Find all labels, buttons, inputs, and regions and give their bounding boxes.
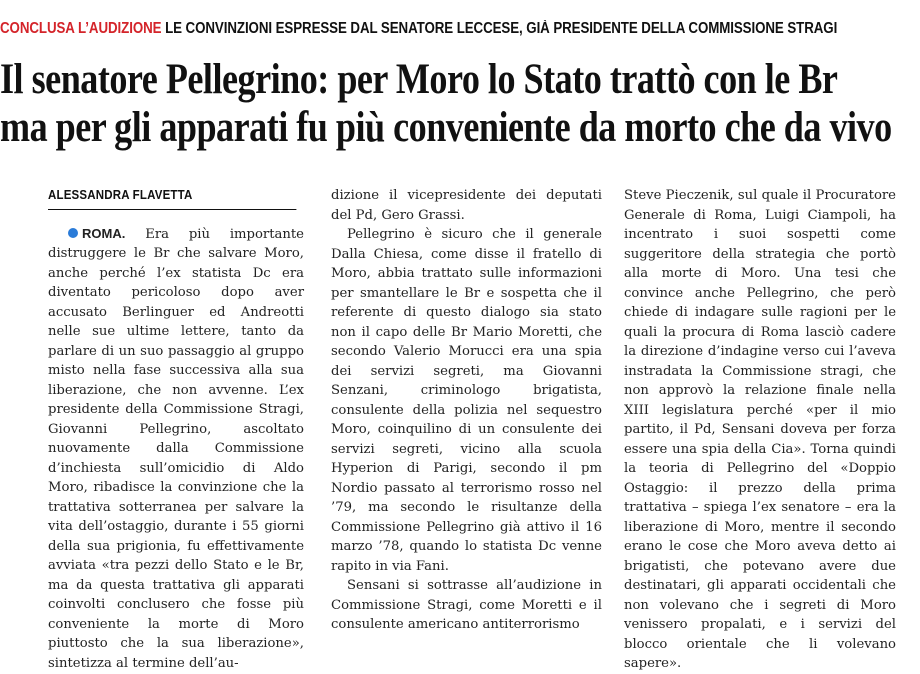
kicker [0, 20, 838, 38]
article-column-1 [48, 186, 304, 673]
author-byline: ALESSANDRA FLAVETTA [48, 186, 296, 210]
kicker-text: LE CONVINZIONI ESPRESSE DAL SENATORE LECCESE, GIÀ PRESIDENTE DELLA COMMISSIONE STRAGI [165, 20, 838, 37]
article-paragraph: Pellegrino è sicuro che il generale Dalla Chiesa, come disse il fratello di Moro, abbia trattato sulle informazioni per smantellare le Br e sospetta che il referente di questo dialogo sia stato non il capo delle Br Mario Moretti, che secondo Valerio Morucci era una spia dei servizi segreti, ma Giovanni Senzani, criminologo brigatista, consulente della polizia nel sequestro Moro, coinquilino di un consulente dei servizi segreti, vicino alla scuola Hyperion di Parigi, secondo il pm Nordio passato al terrorismo rosso nel ’79, ma secondo le risultanze della Commissione Pellegrino già attivo il 16 marzo ’78, quando lo statista Dc venne rapito in via Fani. [331, 227, 602, 574]
kicker-label: CONCLUSA L’AUDIZIONE [0, 20, 162, 37]
dateline-dot-icon [68, 228, 78, 238]
article-paragraph: dizione il vicepresidente dei deputati del Pd, Gero Grassi. [331, 188, 602, 223]
article-column-3 [624, 186, 896, 674]
article-column-2 [331, 186, 602, 635]
headline [0, 56, 916, 152]
headline-line-1: Il senatore Pellegrino: per Moro lo Stato trattò con le Br [0, 56, 838, 103]
dateline: ROMA. [82, 225, 126, 241]
article-paragraph [48, 224, 304, 674]
article-paragraph: Steve Pieczenik, sul quale il Procuratore Generale di Roma, Luigi Ciampoli, ha incentrato i suoi sospetti come suggeritore della strategia che portò alla morte di Moro. Una tesi che convince anche Pellegrino, che però chiede di indagare sulle ragioni per le quali la procura di Roma lasciò cadere la direzione d’indagine verso cui l’aveva instradata la Commissione stragi, che non approvò la relazione finale nella XIII legislatura perché «per il mio partito, il Pd, Sensani doveva per forza essere una spia della Cia». Torna quindi la teoria di Pellegrino del «Doppio Ostaggio: il prezzo della prima trattativa – spiega l’ex senatore – era la liberazione di Moro, mentre il secondo erano le cose che Moro aveva detto ai brigatisti, che potevano avere due destinatari, gli apparati occidentali che non volevano che i segreti di Moro venissero propalati, e i servizi del blocco orientale che li volevano sapere». [624, 188, 896, 671]
headline-line-2: ma per gli apparati fu più conveniente da morto che da vivo [0, 104, 892, 151]
article-paragraph: Sensani si sottrasse all’audizione in Commissione Stragi, come Moretti e il consulente americano antiterrorismo [331, 578, 602, 632]
paragraph-text: Era più importante distruggere le Br che salvare Moro, anche perché l’ex statista Dc era diventato pericoloso dopo aver accusato Berlinguer ed Andreotti nelle sue ultime lettere, tanto da parlare di un suo passaggio al gruppo misto nella fase successiva alla sua liberazione, che non avvenne. L’ex presidente della Commissione Stragi, Giovanni Pellegrino, ascoltato nuovamente dalla Commissione d’inchiesta sull’omicidio di Aldo Moro, ribadisce la convinzione che la trattativa sotterranea per salvare la vita dell’ostaggio, durante i 55 giorni della sua prigionia, fu effettivamente avviata «tra pezzi dello Stato e le Br, ma da questa trattativa gli apparati coinvolti conclusero che fosse più conveniente la morte di Moro piuttosto che la sua liberazione», sintetizza al termine dell’au- [48, 226, 304, 671]
